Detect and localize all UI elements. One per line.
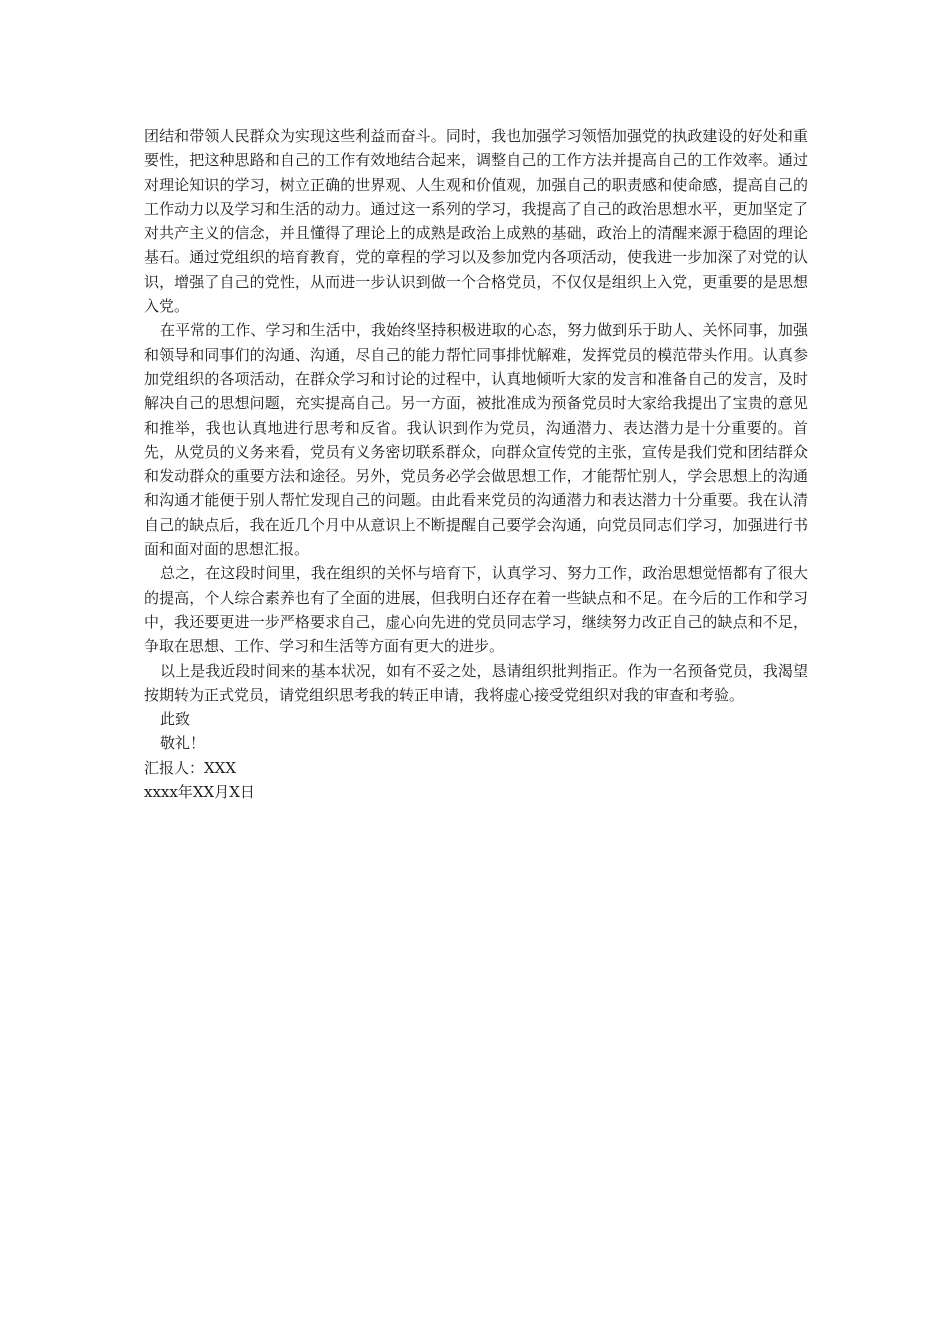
closing-salutation: 此致 — [160, 710, 191, 729]
paragraph-2: 在平常的工作、学习和生活中，我始终坚持积极进取的心态，努力做到乐于助人、关怀同事，加强和领导和同事们的沟通、沟通，尽自己的能力帮忙同事排忧解难，发挥党员的模范带头作用。认真参加党组织的各项活动，在群众学习和讨论的过程中，认真地倾听大家的发言和准备自己的发言，及时解决自己的思想问题，充实提高自己。另一方面，被批准成为预备党员时大家给我提出了宝贵的意见和推举，我也认真地进行思考和反省。我认识到作为党员，沟通潜力、表达潜力是十分重要的。首先，从党员的义务来看，党员有义务密切联系群众，向群众宣传党的主张，宣传是我们党和团结群众和发动群众的重要方法和途径。另外，党员务必学会做思想工作，才能帮忙别人，学会思想上的沟通和沟通才能便于别人帮忙发现自己的问题。由此看来党员的沟通潜力和表达潜力十分重要。我在认清自己的缺点后，我在近几个月中从意识上不断提醒自己要学会沟通，向党员同志们学习，加强进行书面和面对面的思想汇报。 — [144, 321, 808, 559]
document-body — [144, 124, 808, 804]
paragraph-4: 以上是我近段时间来的基本状况，如有不妥之处，恳请组织批判指正。作为一名预备党员，我渴望按期转为正式党员，请党组织思考我的转正申请，我将虚心接受党组织对我的审查和考验。 — [144, 661, 808, 704]
paragraph-1: 团结和带领人民群众为实现这些利益而奋斗。同时，我也加强学习领悟加强党的执政建设的好处和重要性，把这种思路和自己的工作有效地结合起来，调整自己的工作方法并提高自己的工作效率。通过对理论知识的学习，树立正确的世界观、人生观和价值观，加强自己的职责感和使命感，提高自己的工作动力以及学习和生活的动力。通过这一系列的学习，我提高了自己的政治思想水平，更加坚定了对共产主义的信念，并且懂得了理论上的成熟是政治上成熟的基础，政治上的清醒来源于稳固的理论基石。通过党组织的培育教育，党的章程的学习以及参加党内各项活动，使我进一步加深了对党的认识，增强了自己的党性，从而进一步认识到做一个合格党员，不仅仅是组织上入党，更重要的是思想入党。 — [144, 127, 808, 316]
reporter-signature: 汇报人：XXX — [144, 758, 237, 777]
paragraph-3: 总之，在这段时间里，我在组织的关怀与培育下，认真学习、努力工作，政治思想觉悟都有了很大的提高，个人综合素养也有了全面的进展，但我明白还存在着一些缺点和不足。在今后的工作和学习中，我还要更进一步严格要求自己，虚心向先进的党员同志学习，继续努力改正自己的缺点和不足，争取在思想、工作、学习和生活等方面有更大的进步。 — [144, 564, 808, 656]
closing-regards: 敬礼！ — [160, 734, 206, 753]
report-date: xxxx年XX月X日 — [144, 783, 255, 802]
